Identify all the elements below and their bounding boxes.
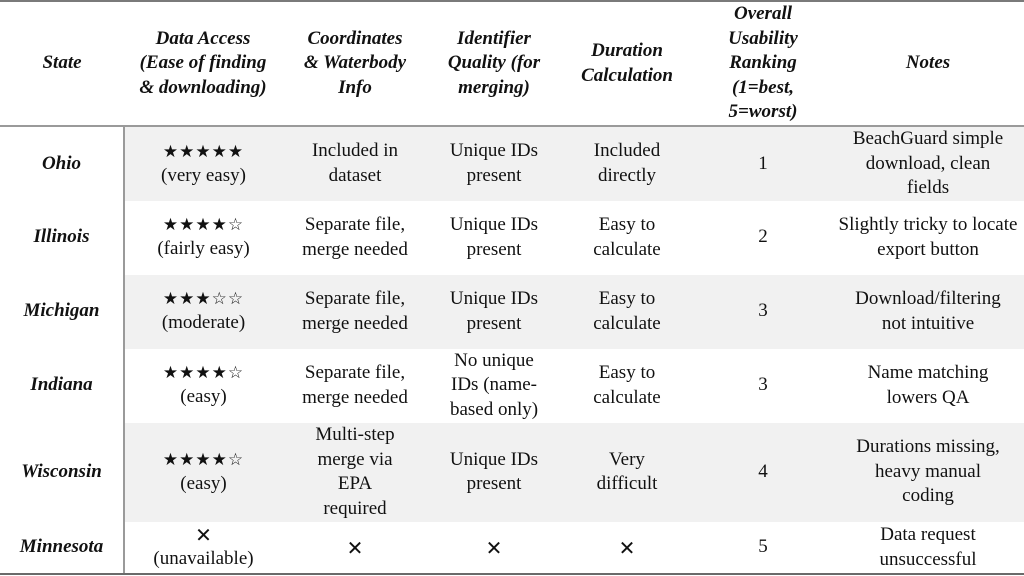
- coordinates-text: Separate file, merge needed: [302, 362, 408, 408]
- access-label: (unavailable): [153, 548, 254, 570]
- state-data-usability-table: [0, 2, 1024, 574]
- header-duration: Duration Calculation: [560, 2, 694, 126]
- notes-text: BeachGuard simple download, clean fields: [852, 128, 1004, 198]
- coordinates-text: Separate file, merge needed: [302, 214, 408, 260]
- notes-cell: [832, 126, 1024, 201]
- identifier-cell: [428, 423, 560, 522]
- state-cell: Illinois: [0, 201, 124, 275]
- header-data-access-text: Data Access (Ease of finding & downloading): [139, 27, 267, 98]
- state-cell: Michigan: [0, 275, 124, 349]
- notes-cell: [832, 349, 1024, 423]
- data-access-cell: [124, 201, 282, 275]
- notes-text: Data request unsuccessful: [879, 524, 977, 570]
- notes-text: Durations missing, heavy manual coding: [856, 436, 1000, 507]
- coordinates-cell: [282, 423, 428, 522]
- access-label: (easy): [180, 472, 227, 494]
- coordinates-text: Separate file, merge needed: [302, 288, 408, 334]
- header-identifier-quality: [428, 2, 560, 126]
- coordinates-cell: [282, 201, 428, 275]
- access-label: (easy): [180, 386, 227, 408]
- duration-cell: [560, 522, 694, 574]
- notes-text: Download/filtering not intuitive: [855, 288, 1001, 334]
- header-ranking: [694, 2, 832, 126]
- table-row: [0, 201, 1024, 275]
- duration-cell: [560, 275, 694, 349]
- table-row: [0, 275, 1024, 349]
- ranking-cell: 3: [758, 374, 768, 396]
- header-state: State: [0, 2, 124, 126]
- duration-text: Very difficult: [596, 448, 658, 494]
- data-access-cell: [124, 275, 282, 349]
- header-data-access: [124, 2, 282, 126]
- identifier-cell: [428, 349, 560, 423]
- duration-text: Included directly: [593, 140, 661, 186]
- header-coordinates: [282, 2, 428, 126]
- coordinates-cell: [282, 275, 428, 349]
- rating-stars-icon: ★★★★★: [162, 141, 245, 162]
- identifier-cell: [428, 522, 560, 574]
- notes-text: Name matching lowers QA: [867, 362, 989, 408]
- state-cell: Indiana: [0, 349, 124, 423]
- data-access-cell: [124, 349, 282, 423]
- access-label: (moderate): [161, 312, 246, 334]
- coordinates-cell: [282, 349, 428, 423]
- rating-stars-icon: ★★★★☆: [162, 449, 245, 470]
- table-row: [0, 349, 1024, 423]
- rating-stars-icon: ★★★★☆: [162, 363, 245, 384]
- ranking-cell: 5: [758, 536, 768, 558]
- state-cell: Minnesota: [0, 522, 124, 574]
- coordinates-cell: [282, 126, 428, 201]
- identifier-text: No unique IDs (name-based only): [449, 349, 539, 420]
- state-cell: Ohio: [0, 126, 124, 201]
- coordinates-text: Multi-step merge via EPA required: [315, 424, 395, 519]
- access-label: (very easy): [161, 164, 246, 186]
- ranking-cell: 4: [694, 423, 832, 522]
- coordinates-cell: [282, 522, 428, 574]
- rating-stars-icon: ★★★☆☆: [162, 289, 245, 310]
- ranking-cell: 1: [694, 126, 832, 201]
- table-row: [0, 126, 1024, 201]
- identifier-text: Unique IDs present: [449, 448, 539, 494]
- rating-stars-icon: ★★★★☆: [162, 215, 245, 236]
- unavailable-x-icon: ✕: [485, 535, 503, 560]
- duration-cell: [560, 423, 694, 522]
- bottom-rule: [0, 573, 1024, 575]
- header-ranking-text: Overall Usability Ranking (1=best, 5=worst): [728, 3, 798, 123]
- notes-cell: [832, 201, 1024, 275]
- identifier-text: Unique IDs present: [449, 288, 539, 334]
- header-row: [0, 2, 1024, 126]
- identifier-text: Unique IDs present: [449, 140, 539, 186]
- duration-cell: [560, 126, 694, 201]
- notes-text: Slightly tricky to locate export button: [838, 214, 1018, 260]
- duration-text: Easy to calculate: [593, 362, 661, 408]
- table-row: [0, 423, 1024, 522]
- identifier-text: Unique IDs present: [449, 214, 539, 260]
- header-identifier-text: Identifier Quality (for merging): [447, 27, 541, 98]
- duration-cell: [560, 349, 694, 423]
- header-notes: Notes: [832, 2, 1024, 126]
- duration-text: Easy to calculate: [593, 288, 661, 334]
- access-label: (fairly easy): [157, 238, 250, 260]
- unavailable-x-icon: ✕: [346, 535, 364, 560]
- notes-cell: [832, 423, 1024, 522]
- data-access-cell: [124, 522, 282, 574]
- data-access-cell: [124, 126, 282, 201]
- notes-cell: [832, 275, 1024, 349]
- unavailable-x-icon: ✕: [195, 523, 212, 548]
- duration-cell: [560, 201, 694, 275]
- unavailable-x-icon: ✕: [618, 535, 636, 560]
- state-cell: Wisconsin: [0, 423, 124, 522]
- identifier-cell: [428, 275, 560, 349]
- duration-text: Easy to calculate: [593, 214, 661, 260]
- table-row: [0, 522, 1024, 574]
- coordinates-text: Included in dataset: [311, 140, 398, 186]
- notes-cell: [832, 522, 1024, 574]
- identifier-cell: [428, 201, 560, 275]
- data-access-cell: [124, 423, 282, 522]
- ranking-cell: 2: [758, 226, 768, 248]
- ranking-cell: 3: [694, 275, 832, 349]
- identifier-cell: [428, 126, 560, 201]
- header-coordinates-text: Coordinates & Waterbody Info: [303, 27, 407, 98]
